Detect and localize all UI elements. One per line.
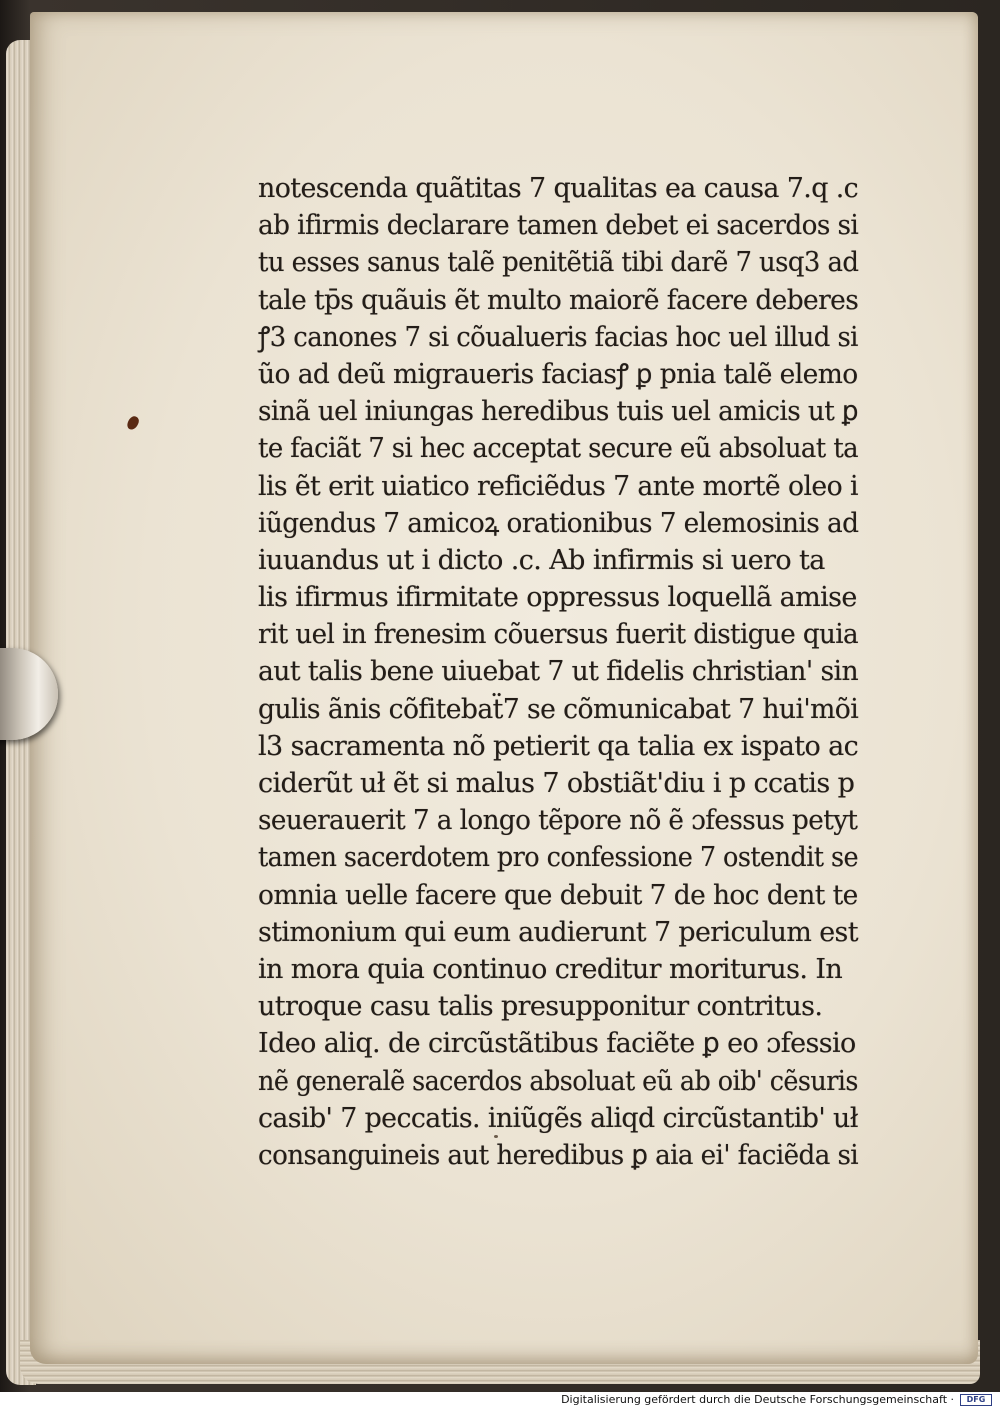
text-line: Ideo aliq. de circũstãtibus faciẽte ꝑ eo ɔfessio [258, 1028, 856, 1060]
text-line: lis ẽt erit uiatico reficiẽdus 7 ante mortẽ oleo i [258, 470, 858, 502]
text-line: lis ifirmus ifirmitate oppressus loquellã amise [258, 582, 857, 614]
text-line: iũgendus 7 amicoꝝ orationibus 7 elemosinis ad [258, 507, 859, 539]
text-line: sinã uel iniungas heredibus tuis uel amicis ut ꝑ [258, 396, 858, 428]
text-line: gulis ãnis cõfitebaẗ7 se cõmunicabat 7 hui'mõi [258, 693, 859, 725]
text-block [258, 170, 858, 1174]
text-line: notescenda quãtitas 7 qualitas ea causa 7.q .c [258, 173, 859, 204]
text-line: casib' 7 peccatis. iniũgẽs aliqd circũstantib' uł [258, 1102, 858, 1134]
text-line: ũo ad deũ migraueris faciasꝭ ꝑ pnia talẽ elemo [258, 358, 858, 390]
text-line: stimonium qui eum audierunt 7 periculum est [258, 916, 858, 948]
text-line: te faciãt 7 si hec acceptat secure eũ absoluat ta [258, 433, 859, 465]
book-page [30, 12, 978, 1364]
text-line: ꝭ3 canones 7 si cõualueris facias hoc uel illud si [258, 321, 858, 353]
text-line: tale tp̄s quãuis ẽt multo maiorẽ facere deberes [258, 284, 859, 316]
text-line: consanguineis aut heredibus ꝑ aia ei' faciẽda si [258, 1139, 859, 1171]
text-line: l3 sacramenta nõ petierit qa talia ex ispato ac [258, 730, 859, 762]
text-line: tu esses sanus talẽ penitẽtiã tibi darẽ 7 usq3 ad [258, 247, 859, 279]
dfg-logo: DFG [960, 1394, 992, 1406]
text-line: aut talis bene uiuebat 7 ut fidelis christian' sin [258, 656, 859, 688]
text-line: omnia uelle facere que debuit 7 de hoc dent te [258, 879, 858, 911]
text-line: rit uel in frenesim cõuersus fuerit distigue quia [258, 619, 859, 651]
text-line: iuuandus ut i dicto .c. Ab infirmis si uero ta [258, 544, 825, 576]
text-line: tamen sacerdotem pro confessione 7 ostendit se [258, 842, 859, 874]
footer-credit-text: Digitalisierung gefördert durch die Deutsche Forschungsgemeinschaft · [561, 1393, 954, 1406]
text-line: in mora quia continuo creditur moriturus. In [258, 953, 843, 985]
text-line: nẽ generalẽ sacerdos absoluat eũ ab oib' cẽsuris [258, 1065, 858, 1097]
ink-blot [126, 415, 141, 432]
text-line: seuerauerit 7 a longo tẽpore nõ ẽ ɔfessus petyt [258, 805, 858, 837]
text-line: utroque casu talis presupponitur contritus. [258, 991, 823, 1023]
text-line: ciderũt uł ẽt si malus 7 obstiãt'diu i p ccatis p [258, 768, 855, 799]
text-line: ab ifirmis declarare tamen debet ei sacerdos si [258, 210, 859, 242]
digitization-footer [0, 1392, 1000, 1408]
